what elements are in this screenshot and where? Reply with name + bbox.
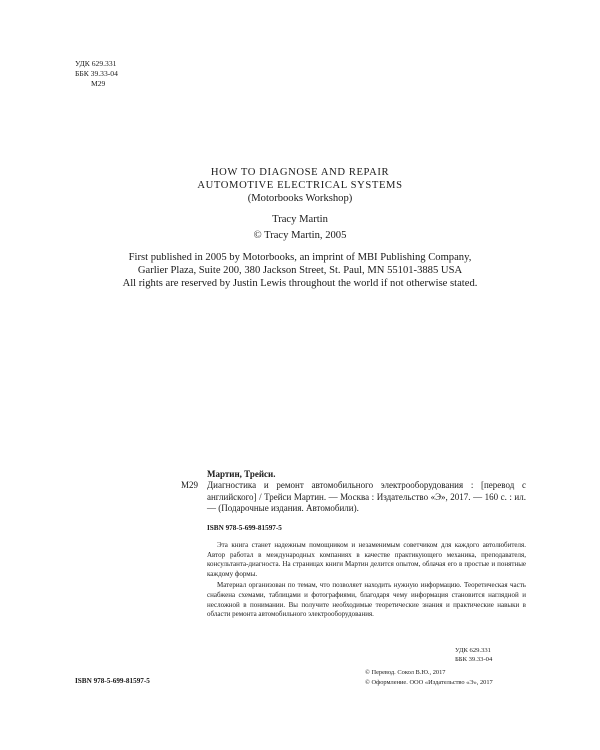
catalog-entry	[181, 480, 526, 514]
original-author: Tracy Martin	[272, 214, 328, 225]
original-title-line-2: AUTOMOTIVE ELECTRICAL SYSTEMS	[197, 180, 403, 191]
original-title-line-1: HOW TO DIAGNOSE AND REPAIR	[210, 167, 390, 178]
original-edition-block	[0, 166, 600, 290]
catalog-isbn: ISBN 978-5-699-81597-5	[207, 523, 282, 532]
design-copyright: © Оформление. ООО «Издательство «Э», 2017	[365, 678, 493, 686]
author-mark: М29	[91, 79, 106, 88]
bbk-code: ББК 39.33-04	[75, 69, 118, 78]
publisher-line-2: Garlier Plaza, Suite 200, 380 Jackson Street, St. Paul, MN 55101-3885 USA	[137, 265, 463, 276]
footer-isbn: ISBN 978-5-699-81597-5	[75, 677, 150, 685]
classification-codes	[75, 59, 118, 89]
catalog-author: Мартин, Трейси.	[207, 469, 276, 479]
catalog-shelf-code: М29	[181, 480, 199, 491]
catalog-bbk: ББК 39.33-04	[455, 656, 493, 663]
catalog-udk: УДК 629.331	[455, 647, 491, 654]
annotation-paragraph-1: Эта книга станет надежным помощником и незаменимым советчиком для каждого автолюбителя. Автор работал в международных компаниях в качестве практикующего механика, преподавателя, консультанта-диагноста. На страницах книги Мартин делится опытом, облачая его в простые и понятные каждому формы.	[207, 541, 526, 578]
annotation-paragraph-2: Материал организован по темам, что позволяет находить нужную информацию. Теоретическая часть снабжена схемами, таблицами и фотографиями, благодаря чему информация становится наглядной и несложной в понимании. Вы получите необходимые теоретические знания и практические навыки в области ремонта автомобильного электрооборудования.	[207, 581, 526, 619]
rights-statement: All rights are reserved by Justin Lewis throughout the world if not otherwise stated.	[122, 278, 478, 289]
original-series: (Motorbooks Workshop)	[247, 193, 353, 204]
udk-code: УДК 629.331	[75, 59, 117, 68]
catalog-card-codes	[455, 646, 492, 664]
publisher-line-1: First published in 2005 by Motorbooks, an imprint of MBI Publishing Company,	[128, 252, 472, 263]
translation-copyright: © Перевод. Сокол В.Ю., 2017	[365, 669, 446, 676]
catalog-description: Диагностика и ремонт автомобильного электрооборудования : [перевод с английского] / Трейси Мартин. — Москва : Издательство «Э», 2017. — 160 с. : ил. — (Подарочные издания. Автомобили).	[207, 480, 526, 514]
catalog-card	[181, 469, 526, 620]
book-annotation	[181, 541, 526, 620]
original-copyright: © Tracy Martin, 2005	[253, 230, 347, 241]
footer-copyright	[365, 668, 493, 687]
